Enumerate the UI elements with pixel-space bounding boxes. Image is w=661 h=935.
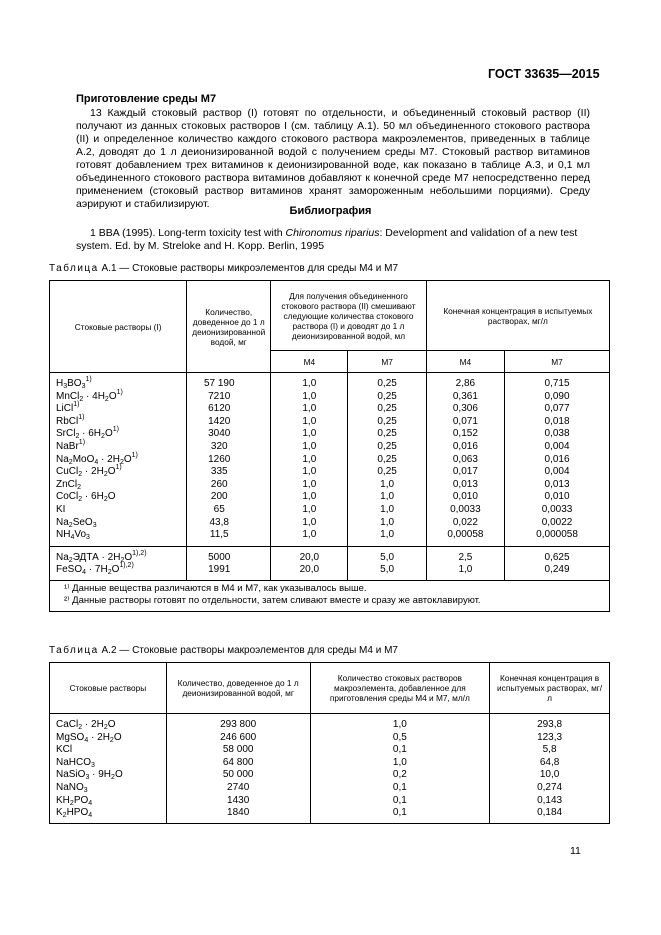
cell-volume-m7: 0,25 <box>348 454 426 467</box>
cell-conc-m7: 0,004 <box>505 441 610 454</box>
cell-conc-m7: 0,0022 <box>505 517 610 530</box>
biblio-species: Chironomus riparius <box>285 227 380 239</box>
cell-volume: 0,1 <box>310 744 490 757</box>
table-row <box>50 795 610 808</box>
cell-volume: 0,1 <box>310 782 490 795</box>
cell-amount: 5000 <box>187 546 271 564</box>
cell-volume-m7: 0,25 <box>348 403 426 416</box>
table-row <box>50 454 610 467</box>
cell-amount: 1420 <box>187 416 271 429</box>
table-row <box>50 744 610 757</box>
footnote-2: ²⁾ Данные растворы готовят по отдельности, затем сливают вместе и сразу же автоклавируют. <box>64 594 481 606</box>
cell-volume-m4: 1,0 <box>271 441 348 454</box>
cell-conc-m7: 0,018 <box>505 416 610 429</box>
cell-amount: 65 <box>187 504 271 517</box>
cell-volume-m7: 1,0 <box>348 479 426 492</box>
cell-amount: 11,5 <box>187 529 271 546</box>
cell-conc-m7: 0,249 <box>505 564 610 580</box>
cell-conc-m4: 1,0 <box>426 564 504 580</box>
section-paragraph <box>76 107 590 211</box>
table-a2-header-concentration: Конечная концентрация в испытуемых растворах, мг/л <box>490 663 610 714</box>
table-row <box>50 428 610 441</box>
table-a1-header-solution: Стоковые растворы (I) <box>50 281 187 373</box>
cell-solution: KI <box>50 504 187 517</box>
table-caption-text: А.1 — Стоковые растворы микроэлементов для среды М4 и М7 <box>98 263 399 274</box>
table-row <box>50 517 610 530</box>
table-row <box>50 373 610 391</box>
table-row <box>50 782 610 795</box>
table-row <box>50 564 610 580</box>
cell-conc-m7: 0,0033 <box>505 504 610 517</box>
cell-concentration: 5,8 <box>490 744 610 757</box>
cell-conc-m7: 0,077 <box>505 403 610 416</box>
cell-concentration: 293,8 <box>490 714 610 732</box>
table-a1-header-amount: Количество, доведенное до 1 л деионизированной водой, мг <box>187 281 271 373</box>
cell-amount: 64 800 <box>166 757 310 770</box>
cell-solution: NaHCO$_3$ <box>50 757 167 770</box>
cell-amount: 1840 <box>166 807 310 823</box>
biblio-prefix: 1 BBA (1995). Long-term toxicity test with <box>90 227 286 239</box>
cell-volume: 1,0 <box>310 757 490 770</box>
cell-volume-m4: 1,0 <box>271 491 348 504</box>
cell-volume: 0,1 <box>310 807 490 823</box>
cell-amount: 200 <box>187 491 271 504</box>
cell-conc-m4: 0,010 <box>426 491 504 504</box>
cell-amount: 58 000 <box>166 744 310 757</box>
cell-volume-m7: 0,25 <box>348 416 426 429</box>
cell-conc-m4: 0,0033 <box>426 504 504 517</box>
table-row <box>50 529 610 546</box>
cell-solution: SrCl$_2$ · $6H_2O^{1)}$ <box>50 428 187 441</box>
cell-volume: 0,1 <box>310 795 490 808</box>
table-a2-header-amount: Количество, доведенное до 1 л деионизированной водой, мг <box>166 663 310 714</box>
cell-volume-m4: 1,0 <box>271 373 348 391</box>
cell-amount: 7210 <box>187 391 271 404</box>
bibliography-title: Библиография <box>289 205 372 217</box>
table-label: Таблица <box>49 263 99 274</box>
table-row <box>50 391 610 404</box>
table-a1-header-v-m7: М7 <box>348 351 426 373</box>
paragraph-13: 13 Каждый стоковый раствор (I) готовят по отдельности, и объединенный стоковый раствор (II) получают из данных стоковых растворов I (см. таблицу А.1). 50 мл объединенного стокового раствора (II) и определенное количество каждого стокового раствора макроэлементов, приведенных в таблице А.2, доводят до 1 л деионизированной водой с получением среды М7. Стоковый раствор витаминов готовят добавлением трех витаминов к деионизированной воде, как показано в таблице А.3, и 0,1 мл объединенного стокового раствора витаминов добавляют к конечной среде М7 непосредственно перед применением (стоковый раствор витаминов хранят замороженным небольшими порциями). Среду аэрируют и стабилизируют. <box>76 107 590 210</box>
table-a2 <box>49 662 610 824</box>
table-row <box>50 807 610 823</box>
table-a2-header-solution: Стоковые растворы <box>50 663 167 714</box>
cell-solution: $KH_2PO_4$ <box>50 795 167 808</box>
cell-solution: $K_2HPO_4$ <box>50 807 167 823</box>
table-a1 <box>49 280 610 612</box>
section-title: Приготовление среды М7 <box>76 93 217 105</box>
cell-amount: 246 600 <box>166 732 310 745</box>
cell-volume-m4: 1,0 <box>271 466 348 479</box>
bibliography-entry <box>76 227 590 253</box>
cell-volume-m7: 1,0 <box>348 529 426 546</box>
cell-volume-m7: 0,25 <box>348 391 426 404</box>
cell-solution: NaBr$^{1)}$ <box>50 441 187 454</box>
cell-amount: 1991 <box>187 564 271 580</box>
cell-solution: MgSO$_4$ · $2H_2O$ <box>50 732 167 745</box>
cell-solution: $Na_2MoO_4 \cdot 2H_2O^{1)}$ <box>50 454 187 467</box>
cell-solution: ZnCl$_2$ <box>50 479 187 492</box>
cell-conc-m7: 0,013 <box>505 479 610 492</box>
table-row <box>50 757 610 770</box>
table-row <box>50 491 610 504</box>
cell-amount: 2740 <box>166 782 310 795</box>
table-row <box>50 403 610 416</box>
cell-volume-m4: 1,0 <box>271 391 348 404</box>
table-a1-header-volume: Для получения объединенного стокового раствора (II) смешивают следующие количества стокового раствора (I) и доводят до 1 л деионизированной водой, мл <box>271 281 427 351</box>
cell-conc-m7: 0,016 <box>505 454 610 467</box>
cell-concentration: 0,184 <box>490 807 610 823</box>
table-row <box>50 466 610 479</box>
table-row <box>50 479 610 492</box>
cell-concentration: 123,3 <box>490 732 610 745</box>
table-a1-header-c-m7: М7 <box>505 351 610 373</box>
table-a1-caption <box>49 263 398 274</box>
cell-solution: FeSO$_4$ · $7H_2O^{1),2)}$ <box>50 564 187 580</box>
cell-volume-m4: 20,0 <box>271 564 348 580</box>
cell-concentration: 64,8 <box>490 757 610 770</box>
footnote-1: ¹⁾ Данные вещества различаются в М4 и М7, как указывалось выше. <box>64 582 367 594</box>
cell-volume-m7: 0,25 <box>348 466 426 479</box>
cell-volume-m4: 1,0 <box>271 403 348 416</box>
table-label: Таблица <box>49 645 99 656</box>
cell-amount: 50 000 <box>166 769 310 782</box>
cell-amount: 1260 <box>187 454 271 467</box>
cell-volume-m4: 1,0 <box>271 517 348 530</box>
page-number: 11 <box>570 845 581 857</box>
cell-solution: $Na_2SeO_3$ <box>50 517 187 530</box>
cell-volume-m4: 1,0 <box>271 504 348 517</box>
cell-amount: 293 800 <box>166 714 310 732</box>
table-row <box>50 732 610 745</box>
cell-volume-m7: 1,0 <box>348 504 426 517</box>
cell-solution: MnCl$_2$ · $4H_2O^{1)}$ <box>50 391 187 404</box>
cell-solution: $NH_4Vo_3$ <box>50 529 187 546</box>
cell-conc-m7: 0,715 <box>505 373 610 391</box>
cell-concentration: 10,0 <box>490 769 610 782</box>
cell-amount: 57 190 <box>187 373 271 391</box>
cell-volume-m7: 5,0 <box>348 564 426 580</box>
cell-volume: 0,5 <box>310 732 490 745</box>
cell-solution: NaSiO$_3$ · $9H_2O$ <box>50 769 167 782</box>
cell-volume-m7: 0,25 <box>348 441 426 454</box>
cell-volume-m7: 0,25 <box>348 428 426 441</box>
cell-solution: CaCl$_2$ · $2H_2O$ <box>50 714 167 732</box>
table-a2-header-volume: Количество стоковых растворов макроэлемента, добавленное для приготовления среды М4 и М7, мл/л <box>310 663 490 714</box>
cell-solution: CuCl$_2$ · $2H_2O^{1)}$ <box>50 466 187 479</box>
cell-amount: 320 <box>187 441 271 454</box>
table-row <box>50 714 610 732</box>
cell-solution: $Na_2ЭДТА \cdot 2H_2O^{1),2)}$ <box>50 546 187 564</box>
table-a1-header-concentration: Конечная концентрация в испытуемых растворах, мг/л <box>426 281 609 351</box>
cell-conc-m7: 0,625 <box>505 546 610 564</box>
cell-conc-m4: 0,152 <box>426 428 504 441</box>
cell-concentration: 0,274 <box>490 782 610 795</box>
cell-volume-m7: 0,25 <box>348 373 426 391</box>
cell-solution: RbCl$^{1)}$ <box>50 416 187 429</box>
cell-volume-m4: 1,0 <box>271 479 348 492</box>
cell-volume-m7: 1,0 <box>348 517 426 530</box>
cell-volume-m7: 1,0 <box>348 491 426 504</box>
cell-volume-m4: 1,0 <box>271 428 348 441</box>
cell-volume-m4: 1,0 <box>271 454 348 467</box>
cell-solution: $H_3BO_3^{1)}$ <box>50 373 187 391</box>
cell-amount: 6120 <box>187 403 271 416</box>
cell-conc-m7: 0,004 <box>505 466 610 479</box>
cell-conc-m4: 2,86 <box>426 373 504 391</box>
cell-solution: KCl <box>50 744 167 757</box>
cell-amount: 1430 <box>166 795 310 808</box>
cell-conc-m4: 0,022 <box>426 517 504 530</box>
cell-solution: CoCl$_2$ · $6H_2O$ <box>50 491 187 504</box>
cell-amount: 3040 <box>187 428 271 441</box>
cell-conc-m4: 0,306 <box>426 403 504 416</box>
cell-volume-m4: 1,0 <box>271 416 348 429</box>
cell-solution: LiCl$^{1)}$ <box>50 403 187 416</box>
cell-conc-m4: 0,00058 <box>426 529 504 546</box>
cell-conc-m4: 0,017 <box>426 466 504 479</box>
cell-volume-m4: 1,0 <box>271 529 348 546</box>
biblio-suffix: : Development and validation of a new test system. Ed. by M. Streloke and H. Kopp. Berlin, 1995 <box>76 227 578 252</box>
cell-amount: 260 <box>187 479 271 492</box>
cell-conc-m4: 0,361 <box>426 391 504 404</box>
cell-volume-m4: 20,0 <box>271 546 348 564</box>
cell-amount: 43,8 <box>187 517 271 530</box>
table-row <box>50 504 610 517</box>
table-a2-caption <box>49 645 398 656</box>
table-row <box>50 769 610 782</box>
cell-volume: 1,0 <box>310 714 490 732</box>
cell-volume-m7: 5,0 <box>348 546 426 564</box>
cell-conc-m4: 2,5 <box>426 546 504 564</box>
cell-conc-m4: 0,013 <box>426 479 504 492</box>
table-caption-text: А.2 — Стоковые растворы макроэлементов для среды М4 и М7 <box>98 645 398 656</box>
cell-conc-m7: 0,010 <box>505 491 610 504</box>
cell-amount: 335 <box>187 466 271 479</box>
cell-conc-m7: 0,000058 <box>505 529 610 546</box>
cell-solution: NaNO$_3$ <box>50 782 167 795</box>
document-code: ГОСТ 33635—2015 <box>488 67 600 81</box>
cell-concentration: 0,143 <box>490 795 610 808</box>
cell-volume: 0,2 <box>310 769 490 782</box>
table-row <box>50 416 610 429</box>
cell-conc-m7: 0,038 <box>505 428 610 441</box>
table-a1-footnotes <box>50 580 610 611</box>
table-a1-header-v-m4: М4 <box>271 351 348 373</box>
cell-conc-m4: 0,016 <box>426 441 504 454</box>
cell-conc-m7: 0,090 <box>505 391 610 404</box>
cell-conc-m4: 0,071 <box>426 416 504 429</box>
table-a1-header-c-m4: М4 <box>426 351 504 373</box>
cell-conc-m4: 0,063 <box>426 454 504 467</box>
